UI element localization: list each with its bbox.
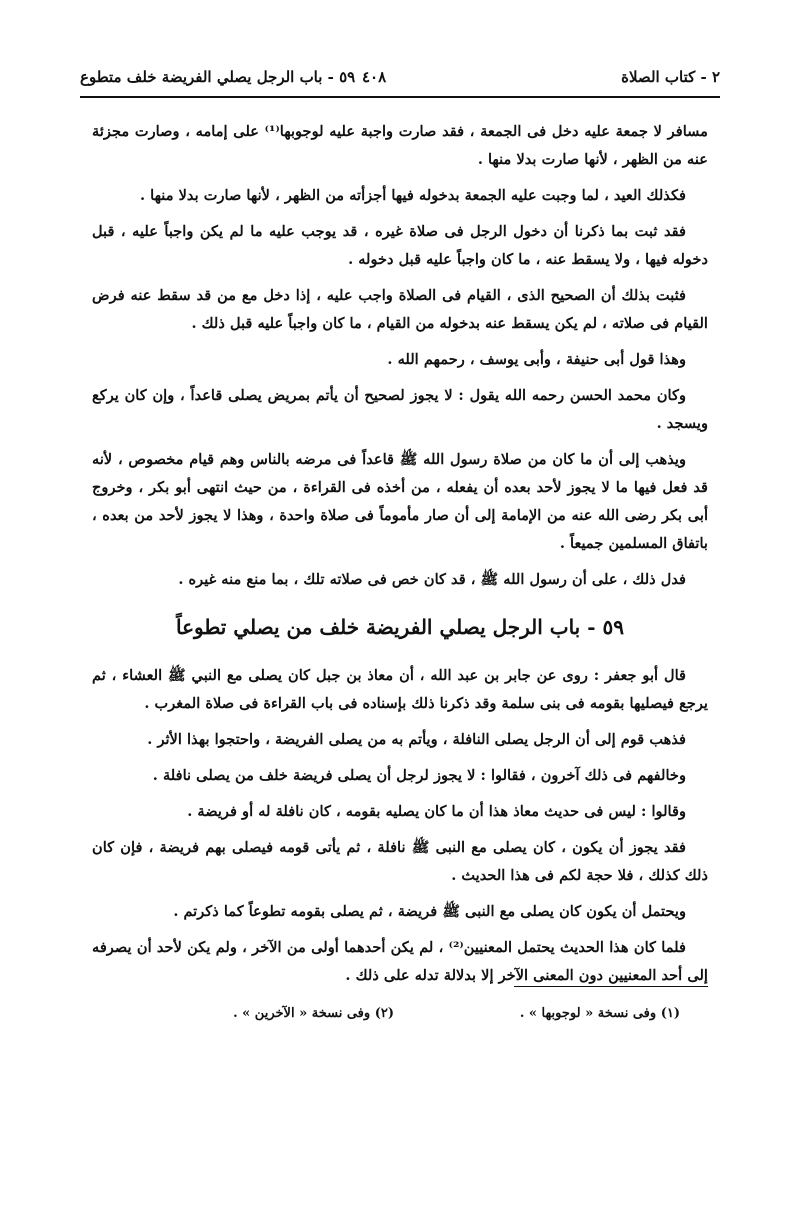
- paragraph: وهذا قول أبى حنيفة ، وأبى يوسف ، رحمهم الله .: [387, 351, 686, 368]
- paragraph: وكان محمد الحسن رحمه الله يقول : لا يجوز لصحيح أن يأتم بمريض يصلى قاعداً ، وإن كان يركع ويسجد .: [92, 387, 708, 432]
- paragraph: فلما كان هذا الحديث يحتمل المعنيين⁽²⁾ ، لم يكن أحدهما أولى من الآخر ، ولم يكن لأحد أن يصرفه إلى أحد المعنيين دون المعنى الآخر إلا بدلالة تدله على ذلك .: [92, 939, 708, 984]
- paragraph: فثبت بذلك أن الصحيح الذى ، القيام فى الصلاة واجب عليه ، إذا دخل مع من قد سقط عنه فرض القيام فى صلاته ، لم يكن يسقط عنه بدخوله من القيام ، ما كان واجباً عليه قبل ذلك .: [92, 287, 708, 332]
- paragraph: وقالوا : ليس فى حديث معاذ هذا أن ما كان يصليه بقومه ، كان نافلة له أو فريضة .: [187, 803, 686, 820]
- section-heading: ٥٩ - باب الرجل يصلي الفريضة خلف من يصلي تطوعاً: [176, 615, 624, 639]
- paragraph: فذهب قوم إلى أن الرجل يصلى النافلة ، ويأتم به من يصلى الفريضة ، واحتجوا بهذا الأثر .: [147, 731, 686, 748]
- paragraph: ويحتمل أن يكون كان يصلى مع النبى ﷺ فريضة ، ثم يصلى بقومه تطوعاً كما ذكرتم .: [173, 903, 686, 920]
- header-rule: [80, 96, 720, 98]
- footnotes: [120, 1006, 680, 1030]
- paragraph: فدل ذلك ، على أن رسول الله ﷺ ، قد كان خص فى صلاته تلك ، بما منع منه غيره .: [178, 571, 686, 588]
- footnote: (٢) وفى نسخة « الآخرين » .: [233, 1006, 394, 1021]
- paragraph: ويذهب إلى أن ما كان من صلاة رسول الله ﷺ قاعداً فى مرضه بالناس وهم قيام مخصوص ، لأنه قد فعل فيها ما لا يجوز لأحد بعده أن يفعله ، من أخذه فى القراءة ، من حيث انتهى أبو بكر ، وخروج أبى بكر رضى الله عنه من الإمامة إلى أن صار مأموماً فى صلاة واحدة ، وهذا لا يجوز لأحد من بعده ، باتفاق المسلمين جميعاً .: [92, 451, 708, 552]
- footnote: (١) وفى نسخة « لوجوبها » .: [519, 1006, 680, 1021]
- header-book-title: ٢ - كتاب الصلاة: [621, 68, 720, 86]
- paragraph: فقد يجوز أن يكون ، كان يصلى مع النبى ﷺ نافلة ، ثم يأتى قومه فيصلى بهم فريضة ، فإن كان ذلك كذلك ، فلا حجة لكم فى هذا الحديث .: [92, 839, 708, 884]
- header-page-number: ٤٠٨: [362, 68, 387, 86]
- paragraph: فكذلك العيد ، لما وجبت عليه الجمعة بدخوله فيها أجزأته من الظهر ، لأنها صارت بدلا منها .: [139, 187, 686, 204]
- paragraph: مسافر لا جمعة عليه دخل فى الجمعة ، فقد صارت واجبة عليه لوجوبها⁽¹⁾ على إمامه ، وصارت مجزئة عنه من الظهر ، لأنها صارت بدلا منها .: [92, 123, 708, 168]
- header-chapter-title: ٥٩ - باب الرجل يصلي الفريضة خلف متطوع: [80, 68, 356, 86]
- paragraph: قال أبو جعفر : روى عن جابر بن عبد الله ، أن معاذ بن جبل كان يصلى مع النبي ﷺ العشاء ، ثم يرجع فيصليها بقومه فى بنى سلمة وقد ذكرنا ذلك بإسناده فى باب القراءة فى صلاة المغرب .: [92, 667, 708, 712]
- footnote-rule: [514, 986, 708, 987]
- paragraph: وخالفهم فى ذلك آخرون ، فقالوا : لا يجوز لرجل أن يصلى فريضة خلف من يصلى نافلة .: [152, 767, 686, 784]
- running-header: [80, 68, 720, 92]
- main-text: [92, 118, 708, 998]
- paragraph: فقد ثبت بما ذكرنا أن دخول الرجل فى صلاة غيره ، قد يوجب عليه ما لم يكن واجباً عليه ، قبل دخوله فيها ، ولا يسقط عنه ، ما كان واجباً عليه قبل دخوله .: [92, 223, 708, 268]
